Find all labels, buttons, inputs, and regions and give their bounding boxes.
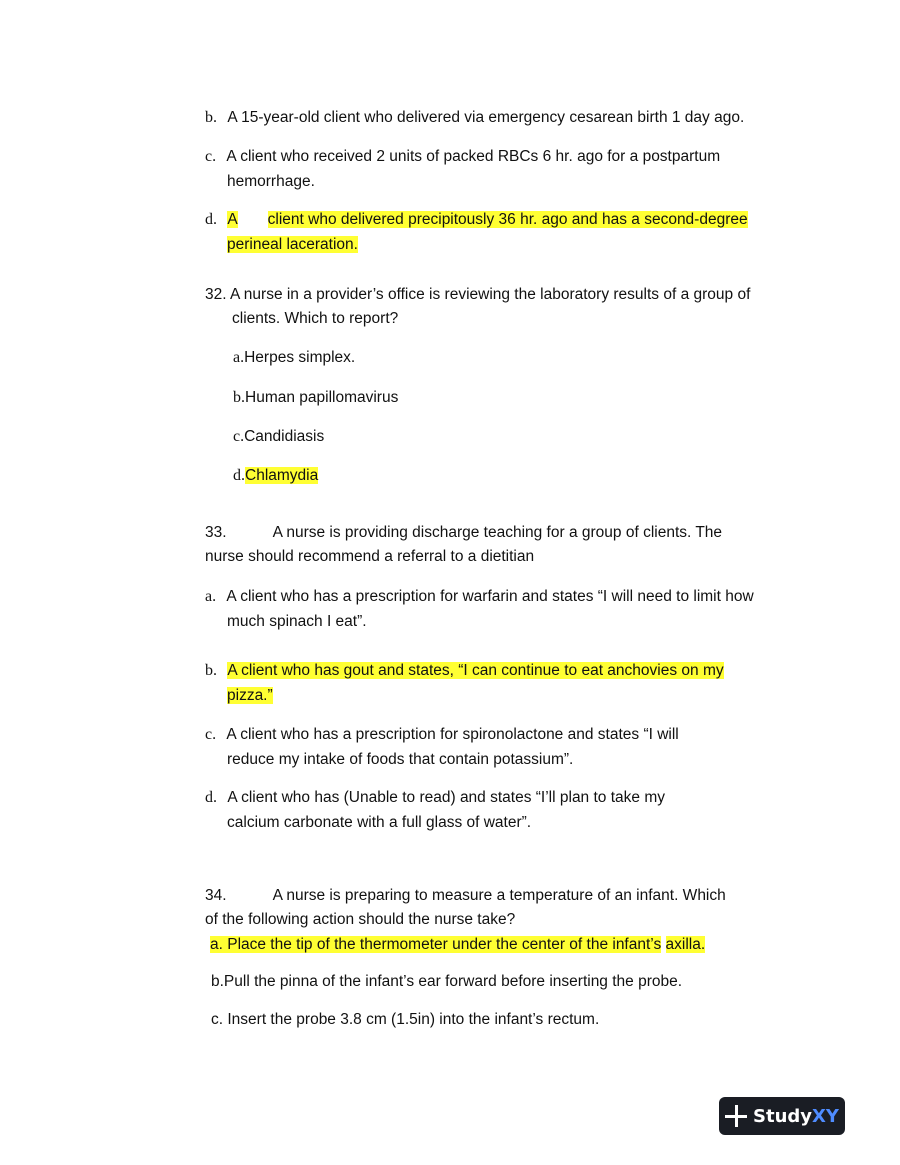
option-marker: c. xyxy=(205,726,217,743)
highlighted-answer-text: a. Place the tip of the thermometer under the center of the infant’s xyxy=(210,936,662,953)
highlighted-answer-text: perineal laceration. xyxy=(227,236,358,253)
option-text: Human papillomavirus xyxy=(245,389,399,406)
q31-option-b xyxy=(205,107,744,129)
option-text: A 15-year-old client who delivered via emergency cesarean birth 1 day ago. xyxy=(227,109,745,126)
highlighted-answer-text: client who delivered precipitously 36 hr. ago and has a second-degree xyxy=(267,211,748,228)
option-marker: d. xyxy=(233,467,245,484)
option-text: A client who received 2 units of packed RBCs 6 hr. ago for a postpartum xyxy=(226,148,721,165)
q33-option-d xyxy=(205,787,665,809)
question-number: 34. xyxy=(205,887,227,904)
highlighted-answer-continued xyxy=(227,234,358,256)
option-marker: c. xyxy=(233,428,245,445)
q34-option-b: b.Pull the pinna of the infant’s ear forward before inserting the probe. xyxy=(211,973,683,990)
q33-option-c xyxy=(205,724,679,746)
plus-icon xyxy=(725,1105,747,1127)
highlighted-answer-text: Chlamydia xyxy=(245,467,319,484)
q33-option-a xyxy=(205,586,754,608)
q31-option-d xyxy=(205,209,748,231)
highlighted-answer-text: pizza.” xyxy=(227,687,273,704)
highlighted-answer-text: A client who has gout and states, “I can continue to eat anchovies on my xyxy=(227,662,724,679)
option-marker: b. xyxy=(233,389,245,406)
option-marker: d. xyxy=(205,211,217,228)
question-text: A nurse is providing discharge teaching for a group of clients. The xyxy=(272,524,723,541)
question-text: A nurse is preparing to measure a temperature of an infant. Which xyxy=(272,887,726,904)
option-text-continued: much spinach I eat”. xyxy=(227,613,367,630)
q32-stem-continued: clients. Which to report? xyxy=(232,310,399,327)
option-marker: a. xyxy=(205,588,217,605)
q31-option-c xyxy=(205,146,720,168)
q32-option-d xyxy=(233,465,318,487)
option-marker: a. xyxy=(233,349,245,366)
highlighted-answer-word: axilla. xyxy=(665,936,706,953)
option-text: Herpes simplex. xyxy=(244,349,356,366)
option-text-continued: hemorrhage. xyxy=(227,173,315,190)
q34-option-a xyxy=(210,934,705,956)
studyxy-logo xyxy=(719,1097,845,1135)
q34-option-c: c. Insert the probe 3.8 cm (1.5in) into the infant’s rectum. xyxy=(211,1011,600,1028)
q32-stem: 32. A nurse in a provider’s office is reviewing the laboratory results of a group of xyxy=(205,286,751,303)
option-text: Candidiasis xyxy=(244,428,325,445)
option-text: A client who has (Unable to read) and states “I’ll plan to take my xyxy=(227,789,665,806)
q33-stem xyxy=(205,522,722,544)
logo-wordmark: StudyXY xyxy=(753,1105,839,1127)
question-number: 33. xyxy=(205,524,227,541)
highlighted-answer-continued xyxy=(227,685,273,707)
q32-option-a xyxy=(233,347,355,369)
option-marker: c. xyxy=(205,148,217,165)
q33-option-b xyxy=(205,660,724,682)
highlighted-answer-word: A xyxy=(227,211,238,228)
option-text: A client who has a prescription for spironolactone and states “I will xyxy=(226,726,679,743)
option-marker: d. xyxy=(205,789,217,806)
option-marker: b. xyxy=(205,109,217,126)
q33-stem-continued: nurse should recommend a referral to a dietitian xyxy=(205,548,535,565)
option-text-continued: reduce my intake of foods that contain potassium”. xyxy=(227,751,574,768)
option-text-continued: calcium carbonate with a full glass of water”. xyxy=(227,814,532,831)
q32-option-c xyxy=(233,426,324,448)
option-marker: b. xyxy=(205,662,217,679)
q32-option-b xyxy=(233,387,398,409)
option-text: A client who has a prescription for warfarin and states “I will need to limit how xyxy=(226,588,754,605)
q34-stem-continued: of the following action should the nurse take? xyxy=(205,911,516,928)
q34-stem xyxy=(205,885,726,907)
